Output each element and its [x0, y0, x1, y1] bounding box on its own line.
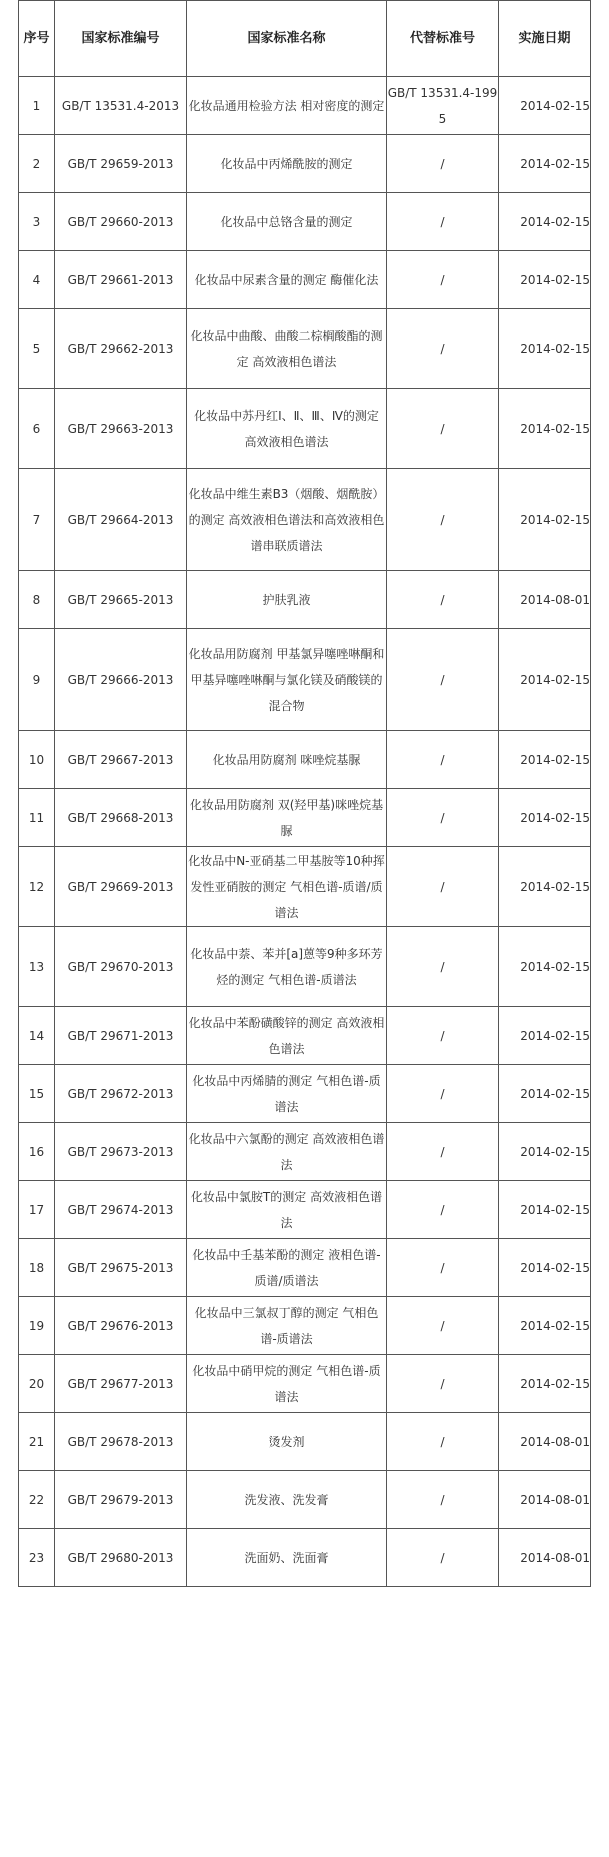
row-standard-name: 烫发剂 — [187, 1413, 387, 1471]
row-standard-code: GB/T 29677-2013 — [55, 1355, 187, 1413]
row-serial-no: 15 — [19, 1065, 55, 1123]
row-effective-date: 2014-02-15 — [499, 1065, 591, 1123]
row-serial-no: 8 — [19, 571, 55, 629]
row-effective-date: 2014-08-01 — [499, 1529, 591, 1587]
row-standard-name: 化妆品用防腐剂 双(羟甲基)咪唑烷基脲 — [187, 789, 387, 847]
row-replaced-standard: / — [387, 789, 499, 847]
row-effective-date: 2014-02-15 — [499, 193, 591, 251]
row-effective-date: 2014-02-15 — [499, 309, 591, 389]
row-standard-name: 护肤乳液 — [187, 571, 387, 629]
row-replaced-standard: / — [387, 1239, 499, 1297]
row-serial-no: 2 — [19, 135, 55, 193]
row-effective-date: 2014-02-15 — [499, 1181, 591, 1239]
row-standard-name: 化妆品中硝甲烷的测定 气相色谱-质谱法 — [187, 1355, 387, 1413]
row-standard-code: GB/T 29659-2013 — [55, 135, 187, 193]
row-standard-code: GB/T 29679-2013 — [55, 1471, 187, 1529]
row-serial-no: 13 — [19, 927, 55, 1007]
row-standard-code: GB/T 29675-2013 — [55, 1239, 187, 1297]
row-standard-code: GB/T 29661-2013 — [55, 251, 187, 309]
row-standard-code: GB/T 29673-2013 — [55, 1123, 187, 1181]
row-standard-code: GB/T 29665-2013 — [55, 571, 187, 629]
row-replaced-standard: / — [387, 251, 499, 309]
row-standard-code: GB/T 29674-2013 — [55, 1181, 187, 1239]
row-effective-date: 2014-02-15 — [499, 77, 591, 135]
row-effective-date: 2014-08-01 — [499, 1471, 591, 1529]
table-row — [19, 251, 591, 309]
row-effective-date: 2014-02-15 — [499, 469, 591, 571]
row-serial-no: 22 — [19, 1471, 55, 1529]
table-row — [19, 1297, 591, 1355]
table-row — [19, 927, 591, 1007]
table-row — [19, 309, 591, 389]
row-standard-name: 化妆品中六氯酚的测定 高效液相色谱法 — [187, 1123, 387, 1181]
header-standard-name: 国家标准名称 — [187, 1, 387, 77]
row-standard-name: 化妆品中苯酚磺酸锌的测定 高效液相色谱法 — [187, 1007, 387, 1065]
row-replaced-standard: / — [387, 1181, 499, 1239]
row-effective-date: 2014-02-15 — [499, 1239, 591, 1297]
header-replaced-standard: 代替标准号 — [387, 1, 499, 77]
row-standard-name: 化妆品中尿素含量的测定 酶催化法 — [187, 251, 387, 309]
row-standard-name: 化妆品中氯胺T的测定 高效液相色谱法 — [187, 1181, 387, 1239]
row-standard-code: GB/T 29664-2013 — [55, 469, 187, 571]
row-standard-name: 化妆品用防腐剂 咪唑烷基脲 — [187, 731, 387, 789]
table-row — [19, 1065, 591, 1123]
row-effective-date: 2014-02-15 — [499, 847, 591, 927]
row-effective-date: 2014-02-15 — [499, 251, 591, 309]
row-standard-name: 化妆品中苏丹红Ⅰ、Ⅱ、Ⅲ、Ⅳ的测定 高效液相色谱法 — [187, 389, 387, 469]
row-standard-code: GB/T 29662-2013 — [55, 309, 187, 389]
row-effective-date: 2014-02-15 — [499, 1007, 591, 1065]
row-serial-no: 16 — [19, 1123, 55, 1181]
table-row — [19, 789, 591, 847]
row-effective-date: 2014-02-15 — [499, 135, 591, 193]
row-serial-no: 14 — [19, 1007, 55, 1065]
row-effective-date: 2014-02-15 — [499, 389, 591, 469]
row-serial-no: 18 — [19, 1239, 55, 1297]
table-row — [19, 1413, 591, 1471]
row-standard-code: GB/T 29676-2013 — [55, 1297, 187, 1355]
row-replaced-standard: / — [387, 629, 499, 731]
row-serial-no: 1 — [19, 77, 55, 135]
table-row — [19, 77, 591, 135]
row-standard-code: GB/T 13531.4-2013 — [55, 77, 187, 135]
table-row — [19, 135, 591, 193]
row-standard-code: GB/T 29672-2013 — [55, 1065, 187, 1123]
row-serial-no: 9 — [19, 629, 55, 731]
row-standard-code: GB/T 29669-2013 — [55, 847, 187, 927]
row-serial-no: 3 — [19, 193, 55, 251]
row-replaced-standard: / — [387, 1413, 499, 1471]
row-serial-no: 11 — [19, 789, 55, 847]
row-replaced-standard: / — [387, 571, 499, 629]
row-replaced-standard: / — [387, 847, 499, 927]
row-serial-no: 23 — [19, 1529, 55, 1587]
row-standard-code: GB/T 29680-2013 — [55, 1529, 187, 1587]
row-replaced-standard: / — [387, 389, 499, 469]
table-row — [19, 731, 591, 789]
table-row — [19, 389, 591, 469]
table-row — [19, 1239, 591, 1297]
row-standard-name: 化妆品中总铬含量的测定 — [187, 193, 387, 251]
row-standard-code: GB/T 29671-2013 — [55, 1007, 187, 1065]
row-serial-no: 7 — [19, 469, 55, 571]
row-replaced-standard: / — [387, 135, 499, 193]
row-effective-date: 2014-08-01 — [499, 1413, 591, 1471]
header-standard-code: 国家标准编号 — [55, 1, 187, 77]
row-replaced-standard: / — [387, 193, 499, 251]
row-effective-date: 2014-02-15 — [499, 629, 591, 731]
row-effective-date: 2014-02-15 — [499, 731, 591, 789]
row-serial-no: 19 — [19, 1297, 55, 1355]
table-row — [19, 469, 591, 571]
table-row — [19, 629, 591, 731]
row-replaced-standard: GB/T 13531.4-1995 — [387, 77, 499, 135]
row-effective-date: 2014-02-15 — [499, 1355, 591, 1413]
row-standard-code: GB/T 29663-2013 — [55, 389, 187, 469]
row-standard-code: GB/T 29660-2013 — [55, 193, 187, 251]
header-serial-no: 序号 — [19, 1, 55, 77]
row-replaced-standard: / — [387, 1123, 499, 1181]
row-standard-code: GB/T 29678-2013 — [55, 1413, 187, 1471]
row-standard-name: 化妆品中N-亚硝基二甲基胺等10种挥发性亚硝胺的测定 气相色谱-质谱/质谱法 — [187, 847, 387, 927]
row-standard-name: 化妆品中曲酸、曲酸二棕榈酸酯的测定 高效液相色谱法 — [187, 309, 387, 389]
row-standard-name: 化妆品用防腐剂 甲基氯异噻唑啉酮和甲基异噻唑啉酮与氯化镁及硝酸镁的混合物 — [187, 629, 387, 731]
table-row — [19, 571, 591, 629]
row-replaced-standard: / — [387, 1297, 499, 1355]
table-row — [19, 1471, 591, 1529]
row-serial-no: 10 — [19, 731, 55, 789]
row-replaced-standard: / — [387, 731, 499, 789]
row-replaced-standard: / — [387, 1065, 499, 1123]
row-serial-no: 17 — [19, 1181, 55, 1239]
row-effective-date: 2014-08-01 — [499, 571, 591, 629]
row-standard-name: 化妆品中萘、苯并[a]蒽等9种多环芳烃的测定 气相色谱-质谱法 — [187, 927, 387, 1007]
table-row — [19, 1007, 591, 1065]
row-serial-no: 5 — [19, 309, 55, 389]
row-standard-name: 化妆品中壬基苯酚的测定 液相色谱-质谱/质谱法 — [187, 1239, 387, 1297]
table-row — [19, 1355, 591, 1413]
row-serial-no: 20 — [19, 1355, 55, 1413]
row-replaced-standard: / — [387, 927, 499, 1007]
header-effective-date: 实施日期 — [499, 1, 591, 77]
row-standard-name: 化妆品中维生素B3（烟酸、烟酰胺）的测定 高效液相色谱法和高效液相色谱串联质谱法 — [187, 469, 387, 571]
row-standard-code: GB/T 29666-2013 — [55, 629, 187, 731]
row-replaced-standard: / — [387, 469, 499, 571]
standards-table — [18, 0, 591, 1587]
row-effective-date: 2014-02-15 — [499, 1297, 591, 1355]
row-replaced-standard: / — [387, 1471, 499, 1529]
row-replaced-standard: / — [387, 1355, 499, 1413]
row-replaced-standard: / — [387, 1007, 499, 1065]
table-row — [19, 847, 591, 927]
row-standard-name: 化妆品中丙烯酰胺的测定 — [187, 135, 387, 193]
row-standard-name: 化妆品中丙烯腈的测定 气相色谱-质谱法 — [187, 1065, 387, 1123]
row-standard-name: 洗发液、洗发膏 — [187, 1471, 387, 1529]
row-serial-no: 12 — [19, 847, 55, 927]
row-serial-no: 21 — [19, 1413, 55, 1471]
row-effective-date: 2014-02-15 — [499, 927, 591, 1007]
table-row — [19, 1123, 591, 1181]
table-row — [19, 1181, 591, 1239]
row-standard-name: 洗面奶、洗面膏 — [187, 1529, 387, 1587]
row-standard-code: GB/T 29668-2013 — [55, 789, 187, 847]
row-effective-date: 2014-02-15 — [499, 789, 591, 847]
row-standard-name: 化妆品通用检验方法 相对密度的测定 — [187, 77, 387, 135]
row-standard-name: 化妆品中三氯叔丁醇的测定 气相色谱-质谱法 — [187, 1297, 387, 1355]
row-replaced-standard: / — [387, 1529, 499, 1587]
row-serial-no: 6 — [19, 389, 55, 469]
table-row — [19, 1529, 591, 1587]
row-standard-code: GB/T 29667-2013 — [55, 731, 187, 789]
table-row — [19, 193, 591, 251]
table-header-row — [19, 1, 591, 77]
row-replaced-standard: / — [387, 309, 499, 389]
row-serial-no: 4 — [19, 251, 55, 309]
row-effective-date: 2014-02-15 — [499, 1123, 591, 1181]
row-standard-code: GB/T 29670-2013 — [55, 927, 187, 1007]
